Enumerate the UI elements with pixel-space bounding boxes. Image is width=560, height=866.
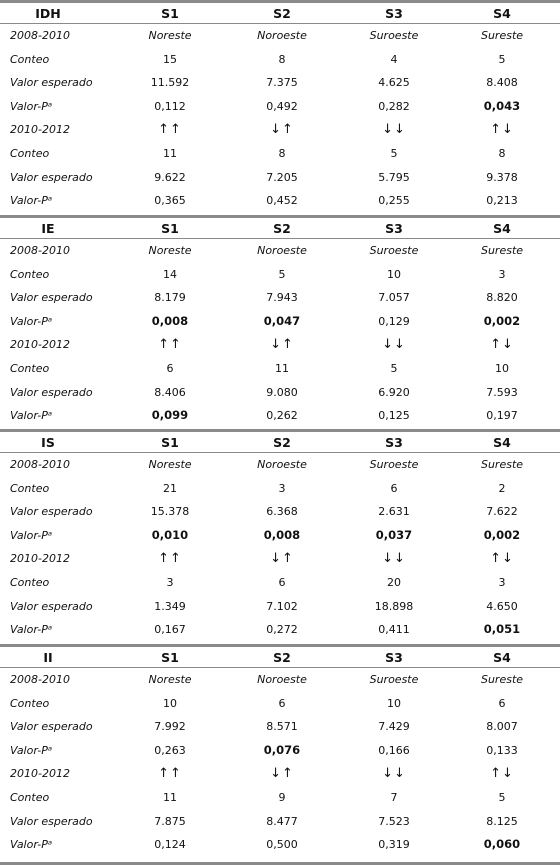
column-header: S3 bbox=[385, 6, 403, 21]
table-cell: 0,060 bbox=[483, 837, 521, 852]
table-cell: 0,197 bbox=[486, 409, 518, 423]
table-cell: Noreste bbox=[148, 29, 192, 42]
table-row bbox=[0, 48, 560, 72]
table-cell: 9.080 bbox=[266, 385, 298, 399]
table-row bbox=[0, 477, 560, 501]
table-cell: 6 bbox=[278, 696, 286, 710]
row-label: Valor esperado bbox=[10, 385, 93, 399]
table-cell: 9.378 bbox=[486, 170, 518, 184]
column-header: S2 bbox=[273, 6, 291, 21]
table-cell: 11 bbox=[163, 147, 177, 160]
table-cell: 8 bbox=[278, 52, 286, 66]
table-cell: 8.408 bbox=[486, 76, 518, 90]
table-cell: 0,167 bbox=[154, 623, 186, 637]
row-label: Valor esperado bbox=[10, 291, 93, 305]
table-row bbox=[0, 24, 560, 48]
table-cell: 0,365 bbox=[154, 194, 186, 208]
table-cell: 4.650 bbox=[486, 599, 518, 613]
table-row bbox=[0, 668, 560, 692]
table-cell: 15 bbox=[163, 52, 177, 66]
row-label: 2008-2010 bbox=[10, 244, 70, 257]
table-cell: 10 bbox=[387, 696, 401, 710]
table-cell: 7.875 bbox=[154, 814, 186, 828]
table-cell: 3 bbox=[166, 576, 174, 589]
table-cell: 0,319 bbox=[378, 838, 410, 852]
row-label: Valor esperado bbox=[10, 76, 93, 90]
table-cell: 7 bbox=[390, 791, 398, 804]
table-cell: 3 bbox=[278, 481, 286, 495]
table-cell: 0,262 bbox=[266, 409, 298, 423]
table-cell: Noroeste bbox=[257, 458, 307, 471]
table-row bbox=[0, 692, 560, 716]
table-cell: 7.593 bbox=[486, 385, 518, 399]
table-cell: ↓↓ bbox=[382, 766, 406, 782]
table-cell: 0,133 bbox=[486, 743, 518, 757]
table-cell: 7.523 bbox=[378, 814, 410, 828]
table-cell: 5 bbox=[390, 362, 398, 375]
table-cell: 0,166 bbox=[378, 743, 410, 757]
row-label: Valor esperado bbox=[10, 720, 93, 734]
table-cell: Sureste bbox=[480, 29, 524, 42]
table-cell: 6 bbox=[278, 576, 286, 589]
row-label: Valor-Pᵃ bbox=[10, 409, 53, 423]
block-header bbox=[0, 215, 560, 239]
table-cell: 15.378 bbox=[150, 505, 190, 519]
table-cell: 0,010 bbox=[151, 527, 189, 542]
table-cell: 10 bbox=[495, 362, 509, 375]
table-cell: 8.125 bbox=[486, 814, 518, 828]
table-row bbox=[0, 286, 560, 310]
table-cell: 7.375 bbox=[266, 76, 298, 90]
table-cell: Suroeste bbox=[369, 673, 419, 686]
table-cell: ↓↑ bbox=[270, 766, 294, 782]
row-label: Conteo bbox=[10, 481, 50, 495]
table-cell: Sureste bbox=[480, 458, 524, 471]
table-cell: 0,129 bbox=[378, 314, 410, 328]
table-row bbox=[0, 618, 560, 642]
table-cell: Suroeste bbox=[369, 29, 419, 42]
table-row bbox=[0, 95, 560, 119]
table-cell: 5 bbox=[498, 52, 506, 66]
table-cell: 0,263 bbox=[154, 743, 186, 757]
table-cell: 8.179 bbox=[154, 291, 186, 305]
table-cell: ↑↓ bbox=[490, 551, 514, 567]
table-cell: 6 bbox=[498, 696, 506, 710]
table-cell: ↑↑ bbox=[158, 551, 182, 567]
table-row bbox=[0, 142, 560, 166]
table-cell: 0,492 bbox=[266, 99, 298, 113]
row-label: Valor esperado bbox=[10, 814, 93, 828]
table-row bbox=[0, 310, 560, 334]
table-row bbox=[0, 453, 560, 477]
table-cell: Noroeste bbox=[257, 244, 307, 257]
table-cell: ↓↑ bbox=[270, 551, 294, 567]
table-cell: Noreste bbox=[148, 673, 192, 686]
table-row bbox=[0, 786, 560, 810]
row-label: Valor-Pᵃ bbox=[10, 623, 53, 637]
block-label: II bbox=[43, 650, 53, 665]
table-row bbox=[0, 118, 560, 142]
table-cell: 9.622 bbox=[154, 170, 186, 184]
table-row bbox=[0, 571, 560, 595]
column-header: S3 bbox=[385, 650, 403, 665]
table-cell: Noreste bbox=[148, 244, 192, 257]
table-cell: 0,008 bbox=[263, 527, 301, 542]
row-label: 2010-2012 bbox=[10, 338, 70, 352]
block-label: IDH bbox=[35, 6, 61, 21]
table-cell: 8.007 bbox=[486, 720, 518, 734]
table-row bbox=[0, 715, 560, 739]
table-cell: 6 bbox=[166, 362, 174, 375]
table-cell: 0,411 bbox=[378, 623, 410, 637]
table-cell: 0,255 bbox=[378, 194, 410, 208]
table-cell: 2.631 bbox=[378, 505, 410, 519]
table-cell: 0,008 bbox=[151, 313, 189, 328]
table-cell: Noreste bbox=[148, 458, 192, 471]
row-label: 2010-2012 bbox=[10, 123, 70, 137]
table-cell: Sureste bbox=[480, 244, 524, 257]
table-cell: 0,002 bbox=[483, 313, 521, 328]
table-cell: 0,500 bbox=[266, 838, 298, 852]
table-cell: 21 bbox=[163, 481, 177, 495]
table-cell: 5 bbox=[390, 147, 398, 160]
table-cell: 7.622 bbox=[486, 505, 518, 519]
table-cell: 11 bbox=[163, 791, 177, 804]
table-cell: ↑↑ bbox=[158, 122, 182, 138]
table-cell: 7.943 bbox=[266, 291, 298, 305]
table-cell: 0,099 bbox=[151, 408, 189, 423]
table-row bbox=[0, 810, 560, 834]
row-label: Conteo bbox=[10, 791, 50, 804]
column-header: S4 bbox=[493, 221, 511, 236]
table-cell: 0,213 bbox=[486, 194, 518, 208]
table-cell: 0,002 bbox=[483, 527, 521, 542]
column-header: S4 bbox=[493, 435, 511, 450]
table-cell: ↑↑ bbox=[158, 337, 182, 353]
table-cell: ↓↓ bbox=[382, 551, 406, 567]
table-cell: 8 bbox=[278, 147, 286, 160]
table-cell: 3 bbox=[498, 576, 506, 589]
table-cell: ↑↓ bbox=[490, 122, 514, 138]
row-label: Conteo bbox=[10, 576, 50, 589]
column-header: S1 bbox=[161, 221, 179, 236]
table-cell: 7.992 bbox=[154, 720, 186, 734]
block-label: IE bbox=[41, 221, 55, 236]
row-label: Valor esperado bbox=[10, 599, 93, 613]
table-cell: 10 bbox=[387, 267, 401, 281]
table-row bbox=[0, 381, 560, 405]
table-row bbox=[0, 333, 560, 357]
table-cell: 5 bbox=[498, 791, 506, 804]
column-header: S1 bbox=[161, 435, 179, 450]
row-label: Valor esperado bbox=[10, 170, 93, 184]
table-cell: 6 bbox=[390, 481, 398, 495]
row-label: Conteo bbox=[10, 362, 50, 375]
table-cell: ↓↓ bbox=[382, 122, 406, 138]
row-label: Conteo bbox=[10, 267, 50, 281]
table-cell: 20 bbox=[387, 576, 401, 589]
column-header: S2 bbox=[273, 435, 291, 450]
table-cell: 7.057 bbox=[378, 291, 410, 305]
table-row bbox=[0, 263, 560, 287]
column-header: S1 bbox=[161, 650, 179, 665]
table-row bbox=[0, 500, 560, 524]
row-label: 2010-2012 bbox=[10, 767, 70, 781]
table-cell: 0,452 bbox=[266, 194, 298, 208]
table-row bbox=[0, 739, 560, 763]
table-cell: 0,043 bbox=[483, 98, 521, 113]
table-cell: 5.795 bbox=[378, 170, 410, 184]
table-cell: 0,047 bbox=[263, 313, 301, 328]
row-label: Valor esperado bbox=[10, 505, 93, 519]
table-cell: ↑↓ bbox=[490, 337, 514, 353]
table-cell: ↓↑ bbox=[270, 122, 294, 138]
table-cell: 0,076 bbox=[263, 742, 301, 757]
table-cell: 2 bbox=[498, 481, 506, 495]
table-cell: 8 bbox=[498, 147, 506, 160]
table-row bbox=[0, 357, 560, 381]
table-cell: 0,124 bbox=[154, 838, 186, 852]
table-cell: 0,272 bbox=[266, 623, 298, 637]
table-cell: 7.429 bbox=[378, 720, 410, 734]
table-cell: 8.406 bbox=[154, 385, 186, 399]
table-cell: 8.477 bbox=[266, 814, 298, 828]
row-label: 2008-2010 bbox=[10, 673, 70, 686]
table-cell: ↑↑ bbox=[158, 766, 182, 782]
table-cell: 0,125 bbox=[378, 409, 410, 423]
table-row bbox=[0, 404, 560, 428]
table-cell: Suroeste bbox=[369, 458, 419, 471]
table-cell: 8.820 bbox=[486, 291, 518, 305]
row-label: Valor-Pᵃ bbox=[10, 194, 53, 208]
block-label: IS bbox=[41, 435, 55, 450]
table-cell: 6.368 bbox=[266, 505, 298, 519]
table-row bbox=[0, 166, 560, 190]
table-bottom-rule bbox=[0, 862, 560, 865]
row-label: 2008-2010 bbox=[10, 29, 70, 42]
table-cell: 0,282 bbox=[378, 99, 410, 113]
table-cell: 6.920 bbox=[378, 385, 410, 399]
table-cell: Sureste bbox=[480, 673, 524, 686]
row-label: Conteo bbox=[10, 147, 50, 160]
column-header: S4 bbox=[493, 650, 511, 665]
column-header: S3 bbox=[385, 435, 403, 450]
table-row bbox=[0, 595, 560, 619]
table-cell: 0,112 bbox=[154, 99, 186, 113]
table-row bbox=[0, 524, 560, 548]
row-label: Conteo bbox=[10, 696, 50, 710]
block-header bbox=[0, 644, 560, 668]
table-cell: 0,037 bbox=[375, 527, 413, 542]
table-cell: 11.592 bbox=[150, 76, 190, 90]
table-cell: ↓↓ bbox=[382, 337, 406, 353]
table-cell: 4 bbox=[390, 52, 398, 66]
table-cell: 9 bbox=[278, 791, 286, 804]
table-cell: 7.205 bbox=[266, 170, 298, 184]
table-cell: 7.102 bbox=[266, 599, 298, 613]
column-header: S1 bbox=[161, 6, 179, 21]
table-cell: 18.898 bbox=[374, 599, 414, 613]
table-cell: 0,051 bbox=[483, 622, 521, 637]
table-cell: 11 bbox=[275, 362, 289, 375]
table-cell: 8.571 bbox=[266, 720, 298, 734]
table-row bbox=[0, 189, 560, 213]
table-cell: 5 bbox=[278, 267, 286, 281]
row-label: 2010-2012 bbox=[10, 552, 70, 566]
table-cell: Noroeste bbox=[257, 29, 307, 42]
row-label: Valor-Pᵃ bbox=[10, 314, 53, 328]
table-cell: ↓↑ bbox=[270, 337, 294, 353]
table-cell: 3 bbox=[498, 267, 506, 281]
row-label: Valor-Pᵃ bbox=[10, 743, 53, 757]
row-label: Conteo bbox=[10, 52, 50, 66]
table-cell: 10 bbox=[163, 696, 177, 710]
table-cell: 1.349 bbox=[154, 599, 186, 613]
column-header: S2 bbox=[273, 221, 291, 236]
column-header: S4 bbox=[493, 6, 511, 21]
table-cell: 14 bbox=[163, 267, 177, 281]
table-row bbox=[0, 547, 560, 571]
row-label: Valor-Pᵃ bbox=[10, 838, 53, 852]
table-cell: ↑↓ bbox=[490, 766, 514, 782]
table-row bbox=[0, 71, 560, 95]
row-label: 2008-2010 bbox=[10, 458, 70, 471]
table-cell: 4.625 bbox=[378, 76, 410, 90]
table-row bbox=[0, 239, 560, 263]
table-row bbox=[0, 762, 560, 786]
table-cell: Suroeste bbox=[369, 244, 419, 257]
table-cell: Noroeste bbox=[257, 673, 307, 686]
block-header bbox=[0, 0, 560, 24]
row-label: Valor-Pᵃ bbox=[10, 528, 53, 542]
column-header: S3 bbox=[385, 221, 403, 236]
row-label: Valor-Pᵃ bbox=[10, 99, 53, 113]
block-header bbox=[0, 429, 560, 453]
column-header: S2 bbox=[273, 650, 291, 665]
table-row bbox=[0, 833, 560, 857]
